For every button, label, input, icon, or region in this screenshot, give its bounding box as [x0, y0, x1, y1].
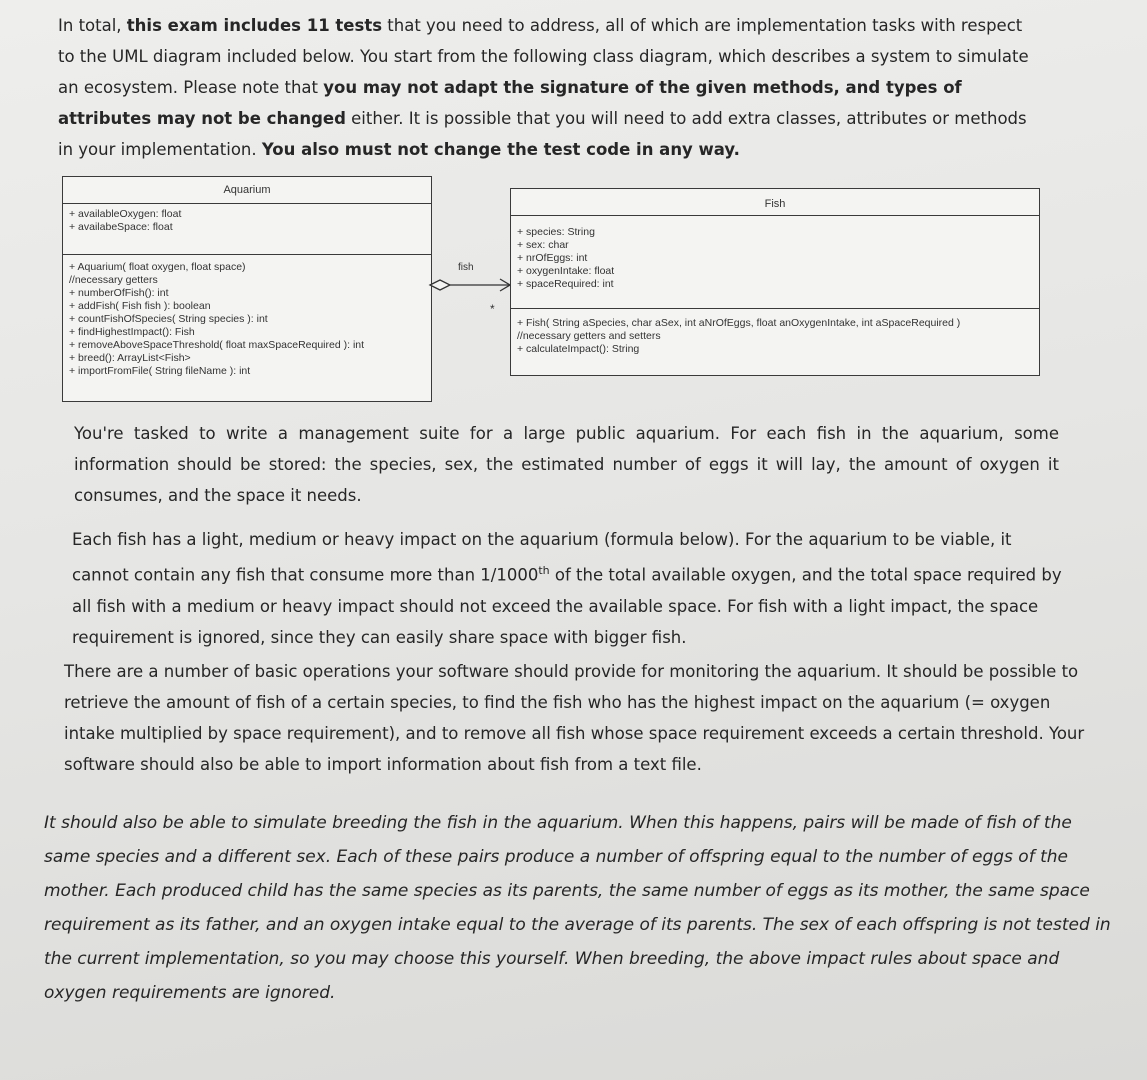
aquarium-class-name: Aquarium: [63, 177, 431, 204]
aquarium-operation: //necessary getters: [69, 274, 158, 286]
fish-attribute: + oxygenIntake: float: [517, 265, 615, 277]
fish-operations: [511, 309, 1039, 360]
aquarium-operations: [63, 255, 431, 382]
fish-class-name: Fish: [511, 189, 1039, 216]
aquarium-class-box: [62, 176, 432, 402]
operations-paragraph: [64, 656, 1086, 780]
aquarium-operation: + addFish( Fish fish ): boolean: [69, 300, 211, 312]
fish-operation: + Fish( String aSpecies, char aSex, int aNrOfEggs, float anOxygenIntake, int aSpaceRequired ): [517, 317, 961, 329]
fish-attribute: + spaceRequired: int: [517, 278, 614, 290]
fish-attribute: + species: String: [517, 226, 595, 238]
aquarium-operation: + breed(): ArrayList<Fish>: [69, 352, 191, 364]
intro-text-2: that you need to address, all of which are implementation tasks with respect to the UML diagram included below. You start from the following class diagram, which describes a system to simulate an ecosystem. Please note that: [58, 16, 1029, 97]
superscript-th: th: [538, 564, 550, 577]
fish-attribute: + nrOfEggs: int: [517, 252, 588, 264]
aquarium-operation: + findHighestImpact(): Fish: [69, 326, 195, 338]
operations-text-2: Your software should also be able to import information about fish from a text file.: [64, 724, 1085, 774]
aquarium-attributes: [63, 204, 431, 255]
aquarium-operation: + numberOfFish(): int: [69, 287, 169, 299]
aquarium-operation: + Aquarium( float oxygen, float space): [69, 261, 246, 273]
intro-paragraph: [58, 10, 1043, 165]
aquarium-attribute: + availabeSpace: float: [69, 221, 173, 233]
aquarium-operation: + countFishOfSpecies( String species ): int: [69, 313, 268, 325]
intro-bold-3: You also must not change the test code in any way.: [261, 140, 740, 159]
fish-operation: + calculateImpact(): String: [517, 343, 640, 355]
aquarium-attribute: + availableOxygen: float: [69, 208, 182, 220]
intro-text-3: either. It is possible that you will need to add extra classes, attributes or methods in your implementation.: [58, 109, 1027, 159]
impact-paragraph: [72, 524, 1062, 653]
impact-text-1: Each fish has a light, medium or heavy impact on the aquarium (formula below). For the aquarium to be viable, it cannot contain any fish that consume more than 1/1000: [72, 530, 1012, 585]
fish-attribute: + sex: char: [517, 239, 569, 251]
description-paragraph: You're tasked to write a management suite for a large public aquarium. For each fish in the aquarium, some information should be stored: the species, sex, the estimated number of eggs it will lay, the amount of oxygen it consumes, and the space it needs.: [74, 424, 1059, 505]
association-role-label: fish: [458, 262, 474, 273]
fish-operation: //necessary getters and setters: [517, 330, 661, 342]
fish-class-box: [510, 188, 1040, 376]
aquarium-operation: + removeAboveSpaceThreshold( float maxSpaceRequired ): int: [69, 339, 365, 351]
intro-text-1: In total,: [58, 16, 127, 35]
breeding-paragraph: It should also be able to simulate breeding the fish in the aquarium. When this happens, pairs will be made of fish of the same species and a different sex. Each of these pairs produce a number of offspring equal to the number of eggs of the mother. Each produced child has the same species as its parents, the same number of eggs as its mother, the same space requirement as its father, and an oxygen intake equal to the average of its parents. The sex of each offspring is not tested in the current implementation, so you may choose this yourself. When breeding, the above impact rules about space and oxygen requirements are ignored.: [44, 813, 1111, 1003]
association-arrowhead: [500, 279, 510, 291]
intro-bold-2: you may not adapt the signature of the given methods, and types of attributes may not be changed: [58, 78, 962, 128]
intro-bold-1: this exam includes 11 tests: [126, 16, 383, 35]
association-multiplicity: *: [490, 302, 495, 316]
aquarium-operation: + importFromFile( String fileName ): int: [69, 365, 251, 377]
impact-text-2: of the total available oxygen, and the total space required by all fish with a medium or heavy impact should not exceed the available space. For fish with a light impact, the space requirement is ignored, since they can easily share space with bigger fish.: [72, 565, 1062, 647]
operations-text-1: There are a number of basic operations your software should provide for monitoring the aquarium. It should be possible to retrieve the amount of fish of a certain species, to find the fish who has the highest impact on the aquarium (= oxygen intake multiplied by space requirement), and to remove all fish whose space requirement exceeds a certain threshold.: [64, 662, 1079, 743]
aggregation-diamond: [430, 280, 450, 290]
fish-attributes: [511, 216, 1039, 309]
